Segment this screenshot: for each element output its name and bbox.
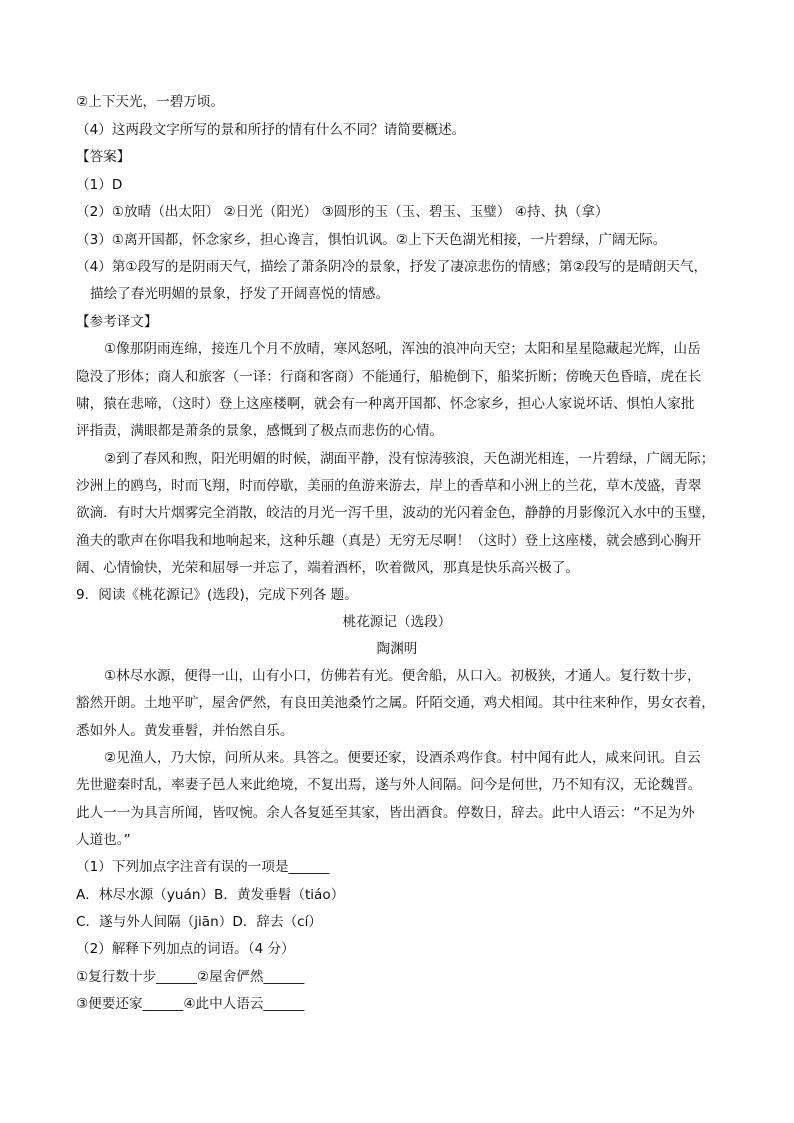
answer-heading: 【答案】: [76, 149, 131, 165]
text-line: 此人一一为具言所闻，皆叹惋。余人各复延至其家，皆出酒食。停数日，辞去。此中人语云：“不足为外: [76, 805, 695, 821]
sub-question-2: （2）解释下列加点的词语。（4 分）: [76, 941, 295, 957]
text-line: 人道也。”: [76, 832, 131, 848]
answer-4-continued: 描绘了春光明媚的景象，抒发了开阔喜悦的情感。: [90, 286, 390, 302]
text-line: 欲滴．有时大片烟雾完全消散，皎洁的月光一泻千里，波动的光闪着金色，静静的月影像沉入水中的玉璧，: [76, 505, 715, 521]
translation-heading: 【参考译文】: [76, 314, 158, 330]
text-line: ①林尽水源，便得一山，山有小口，仿佛若有光。便舍船，从口入。初极狭，才通人。复行数十步，: [104, 668, 701, 684]
blank-line: ①复行数十步______②屋舍俨然______: [76, 969, 305, 985]
text-line: 隐没了形体；商人和旅客（一译：行商和客商）不能通行，船桅倒下，船桨折断；傍晚天色昏暗，虎在长: [76, 369, 702, 385]
text-line: 阔、心情愉快，光荣和屈辱一并忘了，端着酒杯，吹着微风，那真是快乐高兴极了。: [76, 560, 579, 576]
text-line: 先世避秦时乱，率妻子邑人来此绝境，不复出焉，遂与外人间隔。问今是何世，乃不知有汉，无论魏晋。: [76, 777, 702, 793]
text-line: ②见渔人，乃大惊，问所从来。具答之。便要还家，设酒杀鸡作食。村中闻有此人，咸来问讯。自云: [104, 750, 701, 766]
passage-title: 桃花源记（选段）: [342, 614, 452, 630]
blank-line: ③便要还家______④此中人语云______: [76, 996, 305, 1012]
answer-4: （4）第①段写的是阴雨天气，描绘了萧条阴冷的景象，抒发了凄凉悲伤的情感；第②段写的是晴朗天气，: [76, 259, 708, 275]
text-line: 渔夫的歌声在你唱我和地响起来，这种乐趣（真是）无穷无尽啊！（这时）登上这座楼，就会感到心胸开: [76, 533, 702, 549]
answer-3: （3）①离开国都，怀念家乡，担心谗言，惧怕讥讽。②上下天色湖光相接，一片碧绿，广阔无际。: [76, 232, 667, 248]
text-line: ②到了春风和煦，阳光明媚的时候，湖面平静，没有惊涛骇浪，天色湖光相连，一片碧绿，广阔无际；: [104, 451, 715, 467]
text-line: 评指责，满眼都是萧条的景象，感慨到了极点而悲伤的心情。: [76, 423, 444, 439]
answer-1: （1）D: [76, 177, 123, 193]
answer-2: （2）①放晴（出太阳） ②日光（阳光） ③圆形的玉（玉、碧玉、玉璧） ④持、执（拿）: [76, 204, 609, 220]
option-line: C．遂与外人间隔（jiān）D．辞去（cí）: [76, 914, 323, 930]
question-4: （4）这两段文字所写的景和所抒的情有什么不同？请简要概述。: [76, 122, 466, 138]
text-line: ①像那阴雨连绵，接连几个月不放晴，寒风怒吼，浑浊的浪冲向天空；太阳和星星隐藏起光辉，山岳: [104, 341, 701, 357]
text-line: 悉如外人。黄发垂髫，并怡然自乐。: [76, 723, 294, 739]
text-line: 沙洲上的鸥鸟，时而飞翔，时而停歇，美丽的鱼游来游去，岸上的香草和小洲上的兰花，草木茂盛，青翠: [76, 478, 702, 494]
text-line: ②上下天光，一碧万顷。: [76, 94, 225, 110]
text-line: 豁然开朗。土地平旷，屋舍俨然，有良田美池桑竹之属。阡陌交通，鸡犬相闻。其中往来种作，男女衣着，: [76, 695, 715, 711]
sub-question-1: （1）下列加点字注音有误的一项是______: [76, 859, 330, 875]
question-9: 9．阅读《桃花源记》(选段)，完成下列各 题。: [76, 587, 358, 603]
option-line: A．林尽水源（yuán）B．黄发垂髫（tiáo）: [76, 887, 345, 903]
passage-author: 陶渊明: [376, 641, 418, 657]
text-line: 啸，猿在悲啼，（这时）登上这座楼啊，就会有一种离开国都、怀念家乡，担心人家说坏话、惧怕人家批: [76, 396, 695, 412]
